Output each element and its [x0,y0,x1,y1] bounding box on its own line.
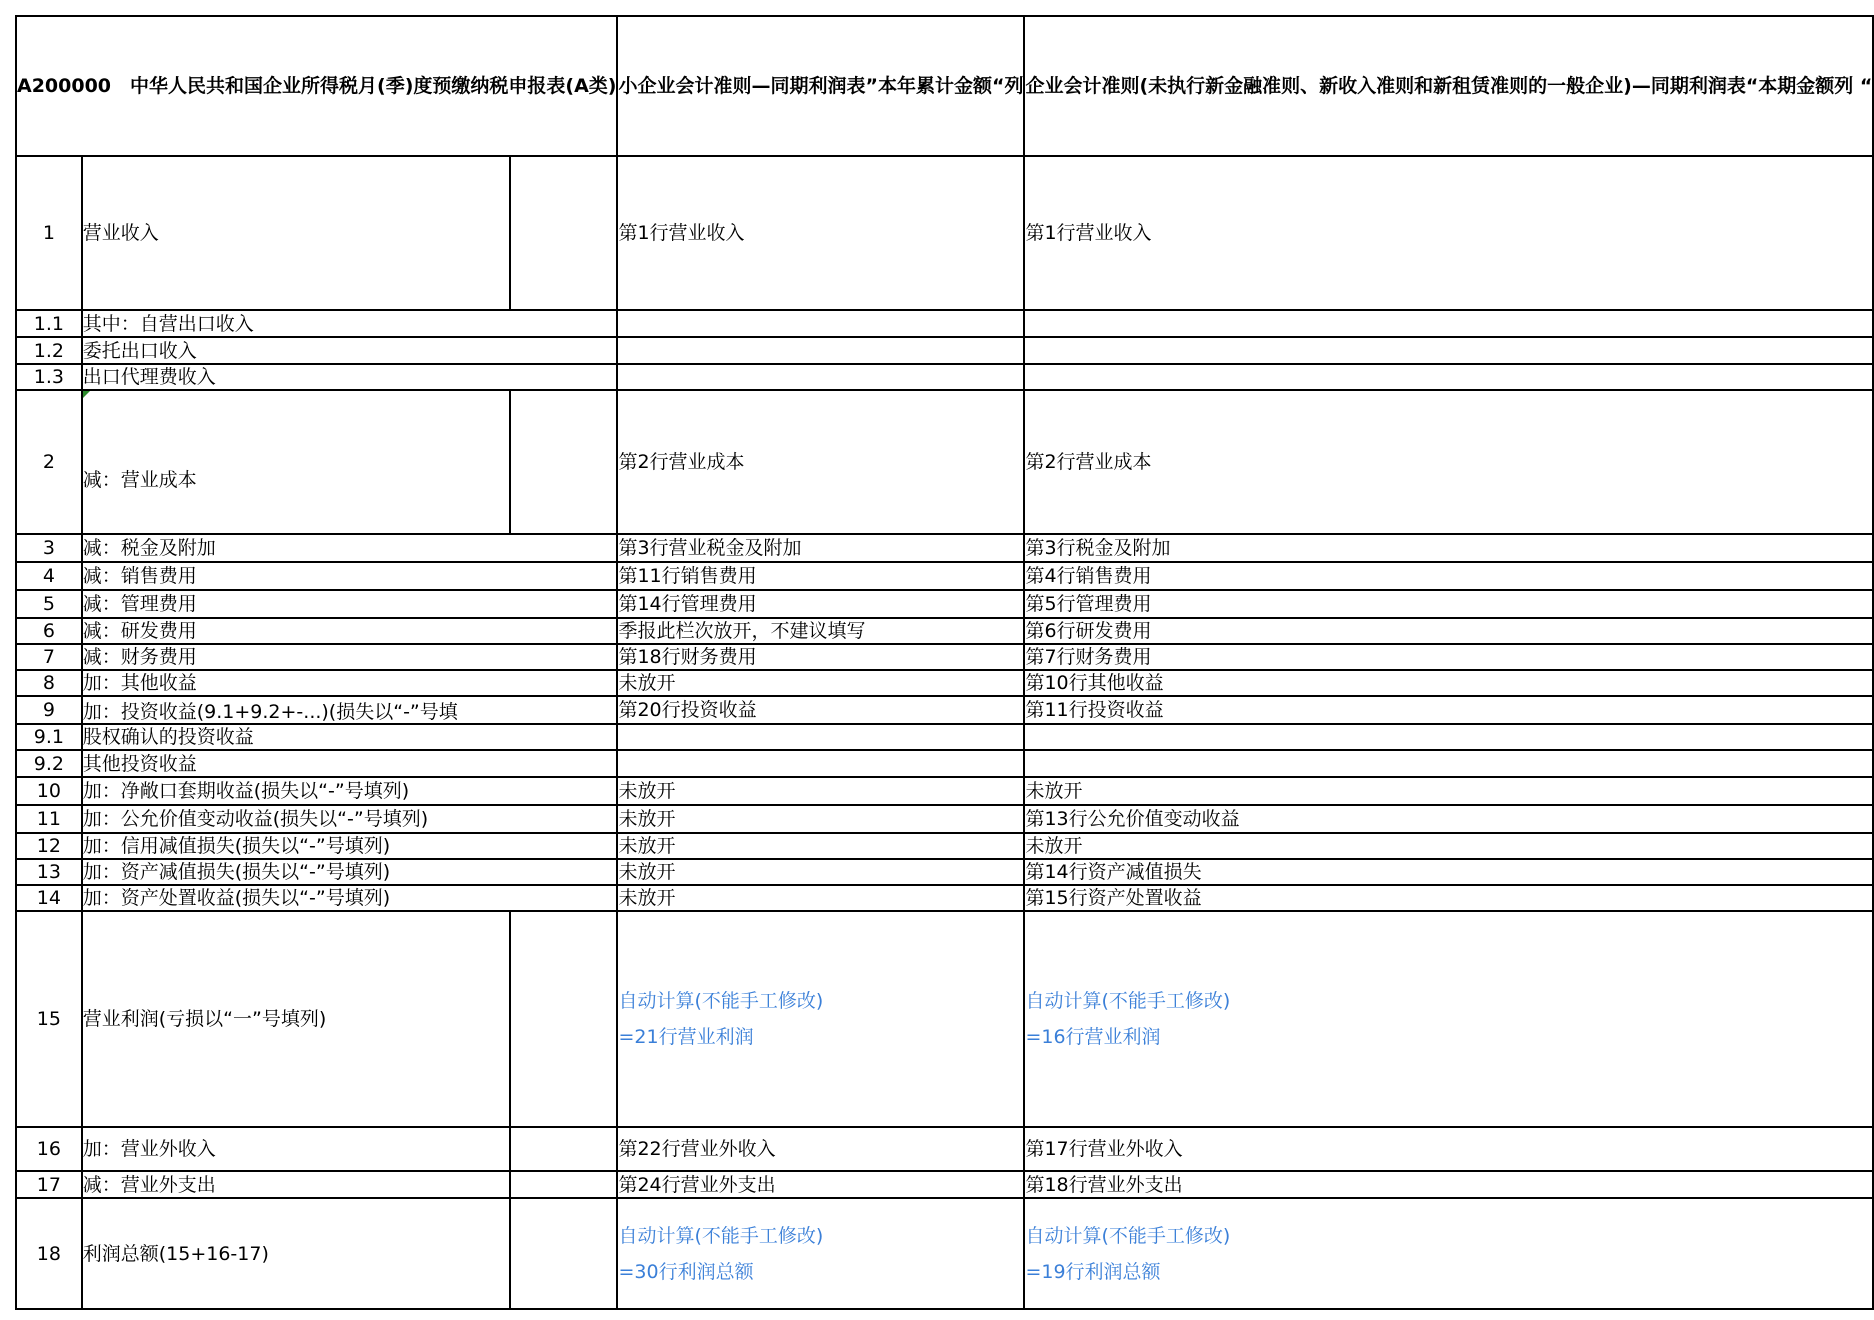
auto-calc-note: 自动计算(不能手工修改) [618,1224,824,1247]
auto-calc-formula: =16行营业利润 [1025,1026,1161,1048]
enterprise-mapping[interactable] [1024,337,1873,364]
table-row [16,364,1873,390]
table-row [16,156,1873,310]
table-row [16,805,1873,833]
row-number[interactable]: 8 [16,670,82,696]
auto-calc-note: 自动计算(不能手工修改) [1025,990,1231,1012]
row-number[interactable]: 12 [16,833,82,859]
small-mapping[interactable] [617,1198,1024,1309]
row-item[interactable]: 委托出口收入 [82,337,618,364]
table-row [16,1171,1873,1198]
auto-calc-formula: =30行利润总额 [618,1260,754,1283]
table-row [16,390,1873,534]
small-mapping[interactable]: 未放开 [617,670,1024,696]
row-number[interactable]: 1.1 [16,310,82,337]
table-row [16,911,1873,1127]
enterprise-mapping[interactable]: 第3行税金及附加 [1024,534,1873,562]
enterprise-mapping[interactable]: 未放开 [1024,777,1873,805]
table-row [16,777,1873,805]
small-mapping[interactable]: 季报此栏次放开，不建议填写 [617,618,1024,644]
table-row [16,562,1873,590]
enterprise-mapping[interactable]: 第6行研发费用 [1024,618,1873,644]
row-number[interactable]: 13 [16,859,82,885]
row-item[interactable]: 减：财务费用 [82,644,618,670]
small-mapping[interactable] [617,750,1024,777]
enterprise-mapping[interactable]: 第2行营业成本 [1024,390,1873,534]
row-item[interactable]: 股权确认的投资收益 [82,724,618,750]
row-item[interactable]: 利润总额(15+16-17) [82,1198,510,1309]
enterprise-mapping[interactable]: 第10行其他收益 [1024,670,1873,696]
small-mapping[interactable]: 第11行销售费用 [617,562,1024,590]
row-number[interactable]: 5 [16,590,82,618]
row-item[interactable]: 减：税金及附加 [82,534,618,562]
enterprise-mapping[interactable] [1024,911,1873,1127]
row-item[interactable]: 减：营业外支出 [82,1171,510,1198]
small-mapping[interactable] [617,310,1024,337]
small-mapping[interactable]: 第24行营业外支出 [617,1171,1024,1198]
row-item[interactable]: 出口代理费收入 [82,364,618,390]
header-row [16,16,1873,156]
empty-cell[interactable] [510,390,618,534]
small-mapping[interactable]: 第18行财务费用 [617,644,1024,670]
enterprise-mapping[interactable]: 第5行管理费用 [1024,590,1873,618]
row-item[interactable]: 加：营业外收入 [82,1127,510,1171]
enterprise-mapping[interactable]: 第13行公允价值变动收益 [1024,805,1873,833]
table-row [16,310,1873,337]
table-row [16,1198,1873,1309]
row-number[interactable]: 2 [16,390,82,534]
table-row [16,534,1873,562]
empty-cell[interactable] [510,1171,618,1198]
comment-marker-icon [83,391,90,398]
row-number[interactable]: 9.1 [16,724,82,750]
row-item[interactable]: 减：销售费用 [82,562,618,590]
small-mapping[interactable]: 未放开 [617,833,1024,859]
auto-calc-formula: =19行利润总额 [1025,1260,1161,1283]
enterprise-mapping[interactable]: 第4行销售费用 [1024,562,1873,590]
small-mapping[interactable]: 第3行营业税金及附加 [617,534,1024,562]
row-item[interactable]: 加：净敞口套期收益(损失以“-”号填列) [82,777,618,805]
enterprise-mapping[interactable] [1024,310,1873,337]
row-item[interactable] [82,390,510,534]
row-number[interactable]: 3 [16,534,82,562]
small-mapping[interactable] [617,337,1024,364]
row-number[interactable]: 1.2 [16,337,82,364]
row-item[interactable]: 减：研发费用 [82,618,618,644]
row-item[interactable]: 加：资产处置收益(损失以“-”号填列) [82,885,618,911]
table-row [16,833,1873,859]
enterprise-mapping[interactable]: 未放开 [1024,833,1873,859]
form-title[interactable]: A200000 中华人民共和国企业所得税月(季)度预缴纳税申报表(A类) [16,16,617,156]
enterprise-mapping[interactable] [1024,364,1873,390]
table-row [16,696,1873,724]
row-number[interactable]: 14 [16,885,82,911]
enterprise-mapping[interactable]: 第15行资产处置收益 [1024,885,1873,911]
row-number[interactable]: 15 [16,911,82,1127]
table-row [16,1127,1873,1171]
row-item[interactable]: 其中：自营出口收入 [82,310,618,337]
empty-cell[interactable] [510,1127,618,1171]
row-item[interactable]: 营业利润(亏损以“一”号填列) [82,911,510,1127]
tax-mapping-table [15,15,1874,1310]
enterprise-mapping[interactable]: 第7行财务费用 [1024,644,1873,670]
small-mapping[interactable] [617,364,1024,390]
table-row [16,750,1873,777]
small-mapping[interactable]: 第1行营业收入 [617,156,1024,310]
row-number[interactable]: 16 [16,1127,82,1171]
table-row [16,724,1873,750]
enterprise-mapping[interactable]: 第11行投资收益 [1024,696,1873,724]
small-mapping[interactable] [617,911,1024,1127]
enterprise-mapping[interactable]: 第14行资产减值损失 [1024,859,1873,885]
row-item[interactable]: 加：公允价值变动收益(损失以“-”号填列) [82,805,618,833]
enterprise-mapping[interactable] [1024,1198,1873,1309]
small-mapping[interactable]: 第2行营业成本 [617,390,1024,534]
row-number[interactable]: 1.3 [16,364,82,390]
table-row [16,885,1873,911]
enterprise-mapping[interactable]: 第1行营业收入 [1024,156,1873,310]
row-item-label: 减：营业成本 [82,469,197,491]
table-row [16,670,1873,696]
small-mapping[interactable]: 未放开 [617,777,1024,805]
header-small-enterprise[interactable]: 小企业会计准则—同期利润表”本年累计金额“列 [617,16,1024,156]
small-mapping[interactable]: 未放开 [617,805,1024,833]
enterprise-mapping[interactable] [1024,750,1873,777]
table-row [16,337,1873,364]
row-item[interactable]: 加：其他收益 [82,670,618,696]
small-mapping[interactable]: 未放开 [617,885,1024,911]
small-mapping[interactable]: 第20行投资收益 [617,696,1024,724]
table-row [16,644,1873,670]
row-number[interactable]: 17 [16,1171,82,1198]
row-item[interactable]: 加：投资收益(9.1+9.2+-...)(损失以“-”号填 [82,696,618,724]
row-number[interactable]: 7 [16,644,82,670]
row-number[interactable]: 9.2 [16,750,82,777]
row-number[interactable]: 11 [16,805,82,833]
small-mapping[interactable] [617,724,1024,750]
row-item[interactable]: 营业收入 [82,156,510,310]
table-row [16,590,1873,618]
auto-calc-formula: =21行营业利润 [618,1026,754,1048]
auto-calc-note: 自动计算(不能手工修改) [618,990,824,1012]
row-number[interactable]: 10 [16,777,82,805]
empty-cell[interactable] [510,1198,618,1309]
enterprise-mapping[interactable]: 第18行营业外支出 [1024,1171,1873,1198]
header-enterprise[interactable]: 企业会计准则(未执行新金融准则、新收入准则和新租赁准则的一般企业)—同期利润表“本期金额列 “ [1024,16,1873,156]
auto-calc-note: 自动计算(不能手工修改) [1025,1224,1231,1247]
small-mapping[interactable]: 第22行营业外收入 [617,1127,1024,1171]
small-mapping[interactable]: 未放开 [617,859,1024,885]
table-row [16,859,1873,885]
row-item[interactable]: 减：管理费用 [82,590,618,618]
row-item[interactable]: 加：信用减值损失(损失以“-”号填列) [82,833,618,859]
row-number[interactable]: 1 [16,156,82,310]
row-item[interactable]: 其他投资收益 [82,750,618,777]
row-number[interactable]: 6 [16,618,82,644]
empty-cell[interactable] [510,911,618,1127]
row-number[interactable]: 4 [16,562,82,590]
row-number[interactable]: 9 [16,696,82,724]
enterprise-mapping[interactable]: 第17行营业外收入 [1024,1127,1873,1171]
enterprise-mapping[interactable] [1024,724,1873,750]
row-item[interactable]: 加：资产减值损失(损失以“-”号填列) [82,859,618,885]
empty-cell[interactable] [510,156,618,310]
small-mapping[interactable]: 第14行管理费用 [617,590,1024,618]
table-row [16,618,1873,644]
row-number[interactable]: 18 [16,1198,82,1309]
